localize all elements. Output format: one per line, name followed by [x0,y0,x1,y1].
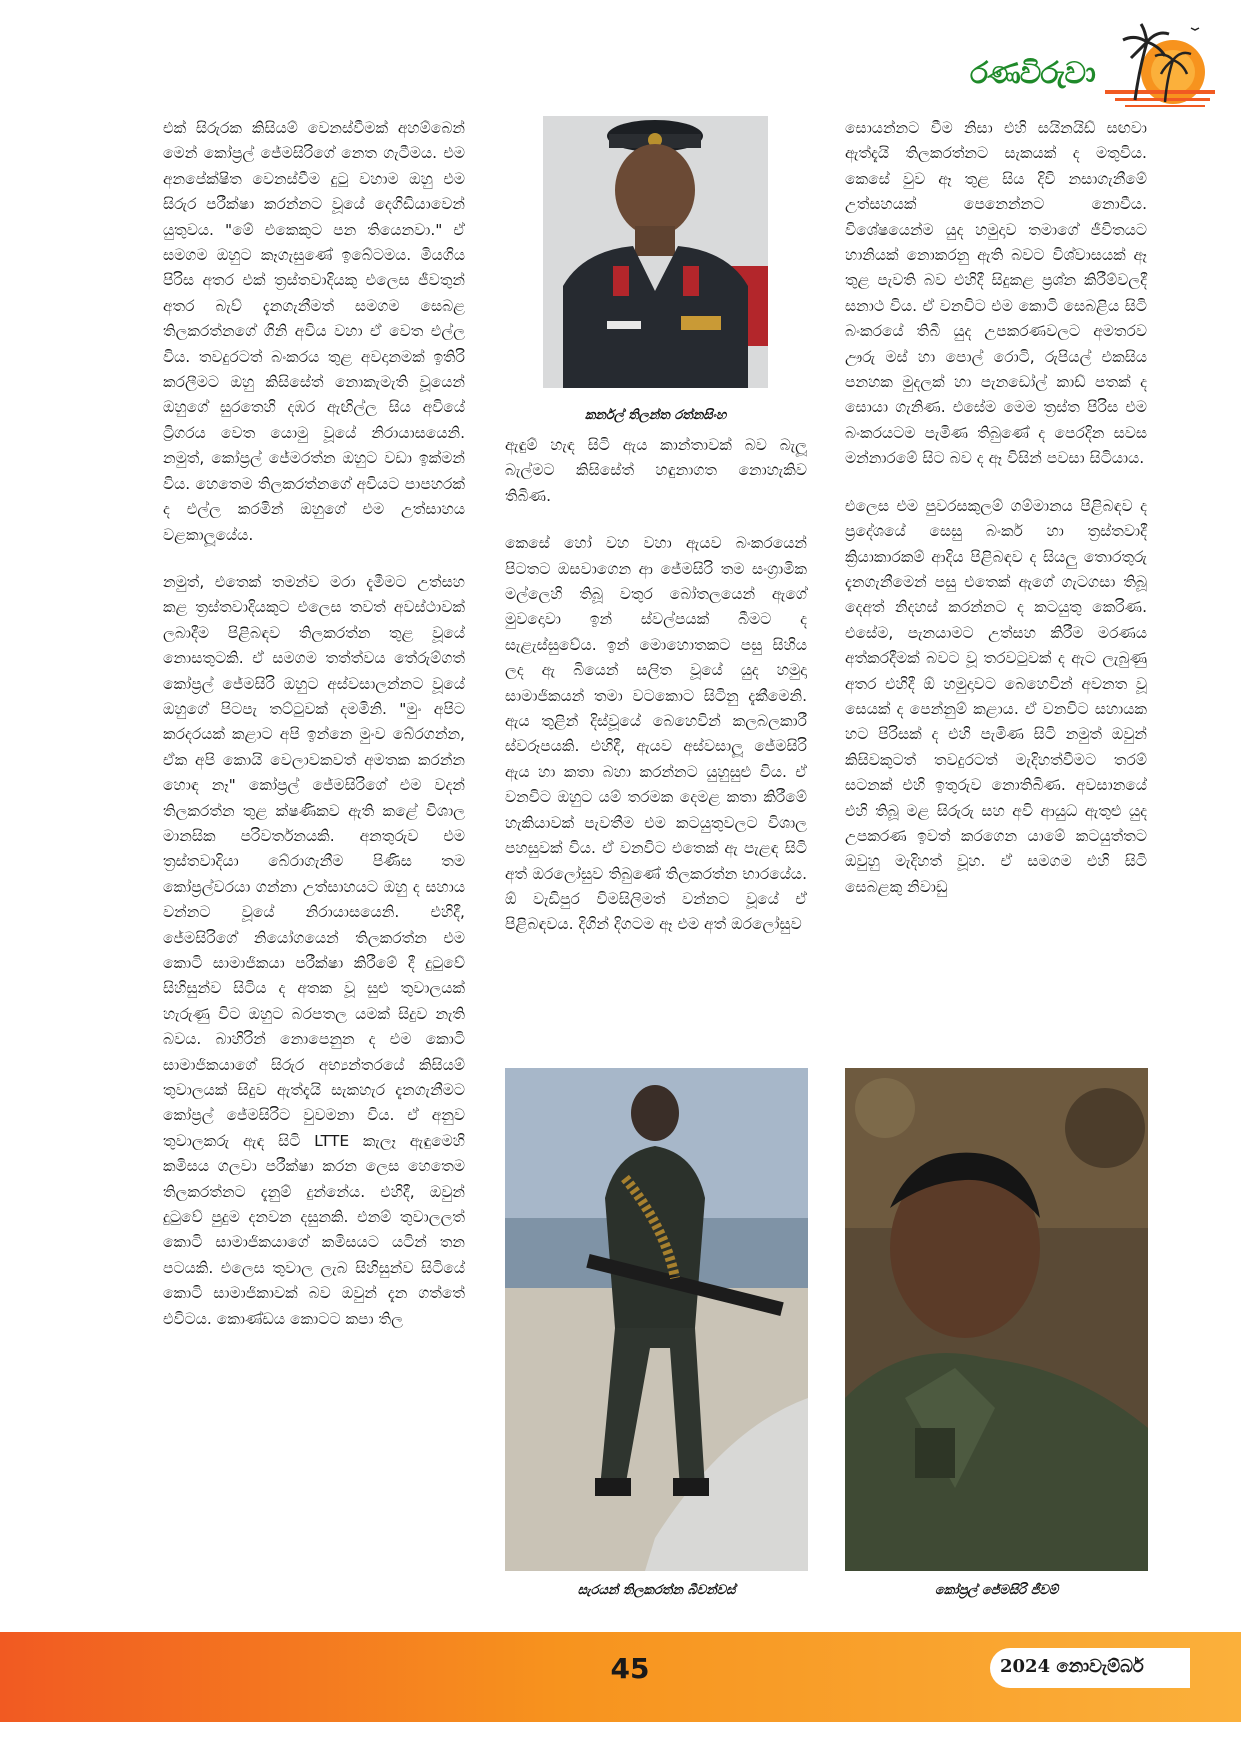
page-number: 45 [610,1652,650,1685]
portrait-image [543,116,768,388]
caption-photo-sergeant: සැරයන් තිලකරත්න බීවන්වස් [577,1583,736,1598]
soldier-image [505,1068,808,1571]
photo-sergeant [505,1068,808,1571]
article-column-1 [163,116,465,1354]
logo-text: රණවිරුවා [970,56,1095,91]
paragraph: කෙසේ හෝ වහ වහා ඇයව බංකරයෙන් පිටතට ඔසවාගෙන ආ ජේමසිරි තම සංග්‍රාමික මල්ලෙහි තිබූ වතුර බෝතලයෙන් ඇගේ මුවදොවා ඉන් ස්වල්පයක් බීමට ද සැළැස්සුවේය. ඉන් මොහොතකට පසු සිහිය ලද ඇ බියෙන් සලිත වූයේ යුද හමුදා සාමාජිකයන් තමා වටකොට සිටිනු දැකීමෙනි. ඇය තුළින් දිස්වූයේ බෙහෙවින් කලබලකාරී ස්වරූපයකි. එහිදී, ඇයව අස්වසාලූ ජේමසිරි ඇය හා කතා බහා කරන්නට යුහුසුළු විය. ඒ වනවිට ඔහුට යම් තරමක දෙමළ කතා කිරීමේ හැකියාවක් පැවතීම එම කටයුතුවලට විශාල පහසුවක් විය. ඒ වනවිට එතෙක් ඇ පැළඳ සිටි අත් ඔරලෝසුව තිබුණේ තිලකරත්න භාරයේය. ඕ වැඩිපුර විමසිලිමත් වන්නට වූයේ ඒ පිළිබඳවය. දිගින් දිගටම ඈ එම අත් ඔරලෝසුව [505,534,807,934]
sunset-palm-icon [1095,20,1215,120]
paragraph: එලෙස එම පුවරසකුලම් ගම්මානය පිළිබඳව ද ප්‍රදේශයේ සෙසු බංකර් හා ත්‍රස්තවාදී ක්‍රියාකාරකම් ආදිය පිළිබඳව ද සියලු තොරතුරු දැනගැනීමෙන් පසු එතෙක් ඇගේ ගැටගසා තිබූ දෙඅත් නිදහස් කරන්නට ද කටයුතු කෙරිණ. එසේම, පැනයාමට උත්සහ කිරීම මරණය අත්කරදීමක් බවට වූ තරවටුවක් ද ඇට ලැබුණු අතර එහිදී ඕ හමුදාවට බෙහෙවින් අවනත වූ සෙයක් ද පෙන්නුම් කළාය. ඒ වනවිට සහායක හට පිරිසක් ද එහි පැමිණ සිටි නමුත් ඔවුන් කිසිවකුටත් තවදුරටත් මැදිහත්වීමට තරම් සටනක් එහි ඉතුරුව නොතිබිණ. අවසානයේ එහි තිබූ මළ සිරුරු සහ අවි ආයුධ ඇතුළු යුද උපකරණ ඉවත් කරගෙන යාමේ කටයුත්තට ඔවුහු මැදිහත් වූහ. ඒ සමගම එහි සිටි සෙබළකු නිවාඩු [845,496,1147,896]
paragraph: එක් සිරුරක කිසියම් වෙනස්වීමක් අහම්බෙන් මෙන් කෝප්‍රල් ජේමසිරිගේ නෙත ගැටීමය. එම අනපේක්ෂිත වෙනස්වීම දුටු වහාම ඔහු එම සිරුර පරීක්ෂා කරන්නට වූයේ දෙගිඩියාවෙන් යුතුවය. "මේ එකෙකුට පන තියෙනවා." ඒ සමගම ඔහුට කෑගැසුණේ ඉබේටමය. මියගිය පිරිස අතර එක් ත්‍රස්තවාදියකු එලෙස ජීවතුන් අතර බැව් දැනගැනීමත් සමගම සෙබළ තිලකරත්නගේ ගිනි අවිය වහා ඒ වෙත එල්ල විය. තවදුරටත් බංකරය තුළ අවදානමක් ඉතිරි කරලීමට ඔහු කිසිසේත් නොකැමැති වූයෙන් ඔහුගේ සුරතෙහි දඹර ඇඟිල්ල සිය අවියේ ට්‍රිගරය වෙත යොමු වූයේ නිරායාසයෙනි. නමුත්, කෝප්‍රල් ජේමරත්න ඔහුට වඩා ඉක්මන් විය. හෙතෙම තිලකරත්නගේ අවියට පාපහරක් ද එල්ල කරමින් ඔහුගේ එම උත්සාහය වළකාලූයේය. [163,119,465,544]
caption-photo-colonel: කර්නල් තිලන්ත රත්නසිංහ [584,408,727,423]
photo-corporal [845,1068,1148,1571]
corporal-image [845,1068,1148,1571]
magazine-logo [970,20,1220,120]
article-column-3 [845,116,1147,922]
paragraph: නමුත්, එතෙක් තමන්ව මරා දැමීමට උත්සහ කළ ත්‍රස්තවාදියකුට එලෙස තවත් අවස්ථාවක් ලබාදීම පිළිබඳව තිලකරත්න තුළ වූයේ නොසතුටකි. ඒ සමගම තත්ත්වය තේරුම්ගත් කෝප්‍රල් ජේමසිරි ඔහුට අස්වසාලන්නට වූයේ ඔහුගේ පිටපැ තට්ටුවක් දමමිනි. "මුං අපිට කරදරයක් කළාට අපි ඉන්නෙ මුංව බේරගන්න, ඒක අපි කොයි වෙලාවකවත් අමතක කරන්න හොඳ නෑ" කෝප්‍රල් ජේමසිරිගේ එම වදන් තිලකරත්න තුළ ක්ෂණිකව ඇති කළේ විශාල මානසික පරිවර්තනයකි. අනතුරුව එම ත්‍රස්තවාදියා බේරාගැනීම පිණිස තම කෝප්‍රල්වරයා ගන්නා උත්සාහයට ඔහු ද සහාය වන්නට වූයේ නිරායාසයෙනි. එහිදී, ජේමසිරිගේ නියෝගයෙන් තිලකරත්න එම කොටි සාමාජිකයා පරීක්ෂා කිරීමේ දී දුටුවේ සිහිසුන්ව සිටිය ද අතක වූ සුළු තුවාලයක් හැරුණු විට ඔහුට බරපතල යමක් සිදුව නැති බවය. බාහිරින් නොපෙනුන ද එම කොටි සාමාජිකයාගේ සිරුර අභ්‍යන්තරයේ කිසියම් තුවාලයක් සිදුව ඇත්දැයි සැකහැර දැනගැනීමට කෝප්‍රල් ජේමසිරිට වුවමනා විය. ඒ අනුව තුවාලකරු ඇඳ සිටි LTTE කැලෑ ඇඳුමෙහි කමිසය ගලවා පරීක්ෂා කරන ලෙස හෙතෙම තිලකරත්නට දැනුම් දුන්නේය. එහිදී, ඔවුන් දුටුවේ පුදුම දනවන දසුනකි. එනම් තුවාලලත් කොටි සාමාජිකයාගේ කමිසයට යටින් තන පටයකි. එලෙස තුවාල ලැබ සිහිසුන්ව සිටියේ කොටි සාමාජිකාවක් බව ඔවුන් දැන ගත්තේ එවිටය. කොණ්ඩය කොටට කපා තිල [163,572,465,1328]
photo-colonel [543,116,768,388]
caption-photo-corporal: කෝප්‍රල් ජේමසිරි ජීවම් [934,1583,1059,1598]
paragraph: ඇඳුම් හැඳ සිටි ඇය කාන්තාවක් බව බැලූ බැල්මට කිසිසේත් හඳුනාගත නොහැකිව තිබිණ. [505,436,807,505]
paragraph: සොයන්නට වීම නිසා එහි සයිනයිඩ් සඟවා ඇත්දැයි තිලකරත්නට සැකයක් ද මතුවිය. කෙසේ වුව ඈ තුළ සිය දිවි නසාගැනීමේ උත්සහයක් පෙනෙන්නට නොවීය. විශේෂයෙන්ම යුද හමුදාව තමාගේ ජීවිතයට හානියක් නොකරනු ඇති බවට විශ්වාසයක් ඈ තුළ පැවති බව එහිදී සිදුකළ ප්‍රශ්න කිරීම්වලදී සනාථ විය. ඒ වනවිට එම කොටි සෙබළිය සිටි බංකරයේ තිබී යුද උපකරණවලට අමතරව ඌරු මස් හා පොල් රොටි, රුපියල් එකසිය පනහක මුදලක් හා පැනඩෝල් කාඩ් පතක් ද සොයා ගැනිණ. එසේම මෙම ත්‍රස්ත පිරිස එම බංකරයටම පැමිණ තිබුණේ ද පෙරදින සවස මන්නාරමේ සිට බව ද ඈ විසින් පවසා සිටියාය. [845,119,1147,468]
article-column-2 [505,433,807,960]
issue-date: 2024 නොවැම්බර් [1000,1656,1144,1677]
